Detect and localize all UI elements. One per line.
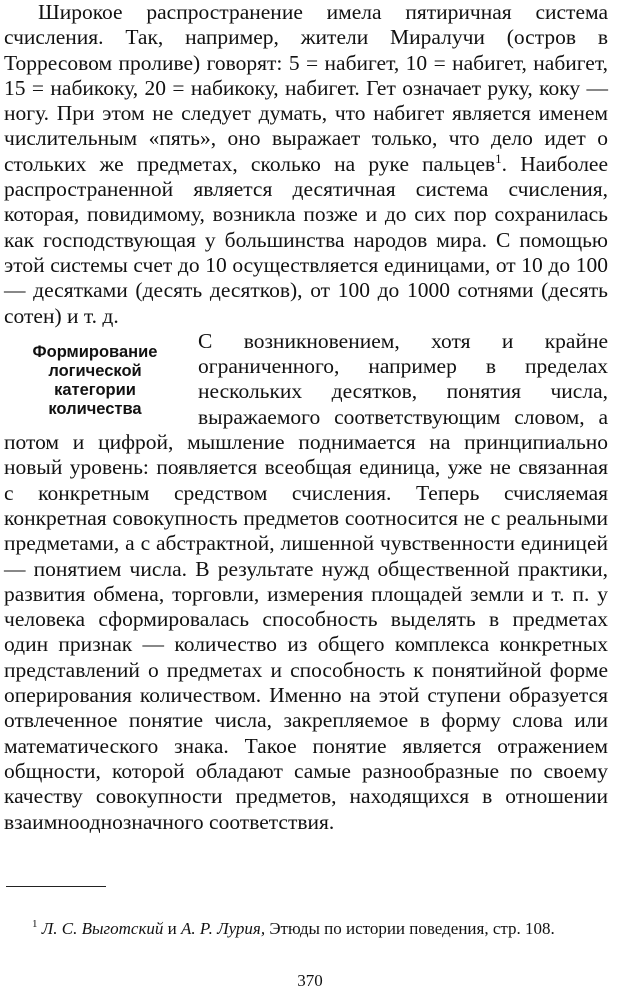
paragraph-2-text: С возникновением, хотя и крайне ограниченного, например в пределах нескольких десятков, понятия числа, выражаемого соответствующим словом, а потом и цифрой, мышление поднимается на принципиально новый уровень: появляется всеобщая единица, уже не связанная с конкретным средством счисления. Теперь счисляемая конкретная совокупность предметов соотносится не с реальными предметами, а с абстрактной, лишенной чувственности единицей — понятием числа. В результате нужд общественной практики, развития обмена, торговли, измерения площадей земли и т. п. у человека сформировалась способность выделять в предметах один признак — количество из общего комплекса конкретных представлений о предметах и способность к понятийной форме оперирования количеством. Именно на этой ступени образуется отвлеченное понятие числа, закрепляемое в форму слова или математического знака. Такое понятие является отражением общности, которой обладают самые разнообразные по своему качеству совокупности предметов, находящихся в отношении взаимнооднозначного соответствия. <box>4 328 608 834</box>
footnote-author: А. Р. Лурия, <box>181 919 266 938</box>
margin-heading-line: количества <box>48 399 142 418</box>
paragraph-1-text: Широкое распространение имела пятиричная система счисления. Так, например, жители Миралучи (остров в Торресовом проливе) говорят: 5 = набигет, 10 = набигет, набигет, 15 = набикоку, 20 = набикоку, набигет. Гет означает руку, коку — ногу. При этом не следует думать, что набигет является именем числительным «пять», оно выражает только, что дело идет о стольких же предметах, сколько на руке пальцев <box>4 0 608 176</box>
footnote-conjunction: и <box>167 919 177 938</box>
paragraph-1-text-continued: . Наиболее распространенной является десятичная система счисления, которая, повидимому, возникла позже и до сих пор сохранилась как господствующая у большинства народов мира. С помощью этой системы счет до 10 осуществляется единицами, от 10 до 100 — десятками (десять десятков), от 100 до 1000 сотнями (десять сотен) и т. д. <box>4 151 609 328</box>
margin-heading <box>0 343 190 419</box>
paragraph-1 <box>4 0 608 329</box>
margin-heading-line: категории <box>54 380 136 399</box>
paragraph-2 <box>4 329 608 835</box>
margin-heading-line: Формирование <box>32 342 158 361</box>
page-number: 370 <box>297 971 323 990</box>
footnote-number: 1 <box>32 918 38 931</box>
footnote <box>4 918 608 939</box>
footnote-author: Л. С. Выготский <box>41 919 164 938</box>
main-text <box>4 0 608 835</box>
footnote-reference: 1 <box>495 150 502 166</box>
margin-heading-line: логической <box>48 361 142 380</box>
footnote-title: Этюды по истории поведения, стр. 108. <box>269 919 555 938</box>
footnote-divider <box>6 886 106 887</box>
